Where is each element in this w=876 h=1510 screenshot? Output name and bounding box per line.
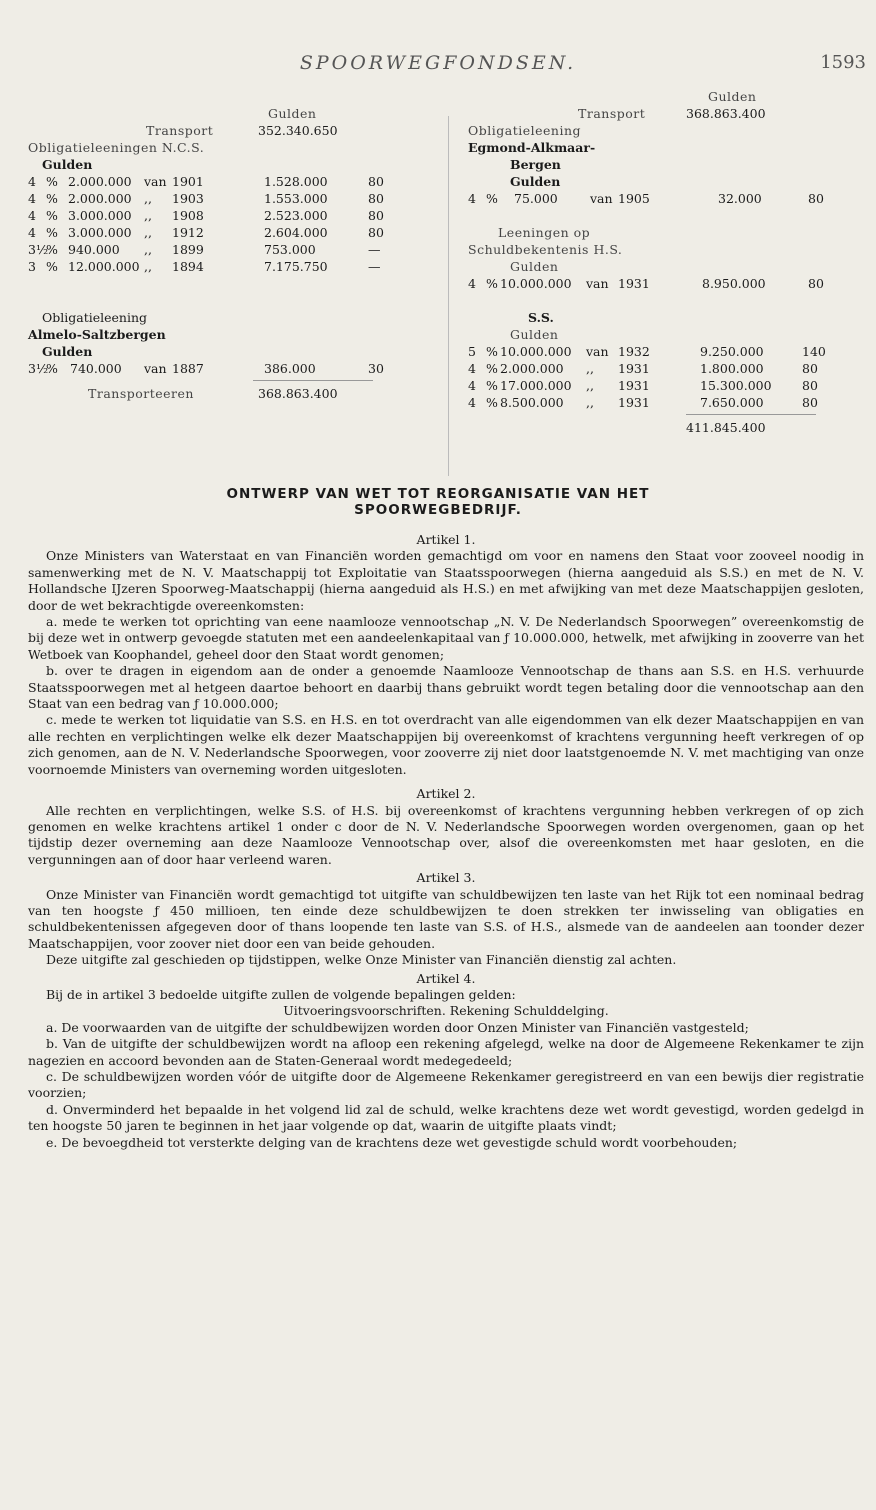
table-row (28, 207, 438, 224)
table-row (468, 360, 868, 377)
paragraph: e. De bevoegdheid tot versterkte delging van de krachtens deze wet gevestigde schuld wordt voorbehouden; (46, 1134, 738, 1150)
cell-value: 1.553.000 (264, 191, 328, 206)
paragraph: a. De voorwaarden van de uitgifte der schuldbewijzen worden door Onzen Minister van Financiën vastgesteld; (46, 1019, 749, 1035)
table-row (468, 377, 868, 394)
cell-pct: 4 (468, 395, 476, 410)
table-row: 4 % 75.000 van 1905 32.000 80 (468, 191, 824, 206)
cell-cents: 80 (368, 174, 384, 189)
table-row (468, 343, 868, 360)
transport-label: Transport (146, 123, 214, 138)
ledger-columns (28, 88, 868, 478)
cell-value: 753.000 (264, 242, 316, 257)
table-row: 3½ % 740.000 van 1887 386.000 30 (28, 361, 384, 376)
cell-sym: % (486, 344, 498, 359)
cell-sym: % (46, 259, 58, 274)
section-gulden: Gulden (510, 259, 559, 274)
cell-cents: 80 (368, 225, 384, 240)
cell-pct: 4 (28, 225, 36, 240)
running-head: SPOORWEGFONDSEN. (299, 52, 577, 74)
section-title: Obligatieleening (42, 310, 148, 325)
cell-value: 2.523.000 (264, 208, 328, 223)
cell-van: ,, (586, 395, 594, 410)
cell-amount: 3.000.000 (68, 225, 132, 240)
cell-amount: 2.000.000 (68, 174, 132, 189)
total-value: 411.845.400 (686, 420, 766, 435)
cell-pct: 4 (468, 361, 476, 376)
cell-pct: 4 (28, 191, 36, 206)
cell-pct: 3 (28, 259, 36, 274)
cell-amount: 3.000.000 (68, 208, 132, 223)
cell-amount: 17.000.000 (500, 378, 572, 393)
cell-cents: 140 (802, 344, 826, 359)
paragraph: Deze uitgifte zal geschieden op tijdstippen, welke Onze Minister van Financiën dienstig zal achten. (46, 952, 677, 968)
transport-value: 368.863.400 (686, 106, 766, 121)
left-column (28, 88, 438, 402)
article-heading: Artikel 3. (416, 870, 476, 886)
column-divider (448, 116, 449, 476)
cell-amount: 940.000 (68, 242, 120, 257)
article-heading: Artikel 2. (416, 786, 476, 802)
cell-value: 2.604.000 (264, 225, 328, 240)
section-title: Bergen (510, 157, 561, 172)
cell-cents: — (368, 259, 381, 274)
paragraph: Bij de in artikel 3 bedoelde uitgifte zullen de volgende bepalingen gelden: (46, 986, 516, 1002)
cell-van: ,, (586, 361, 594, 376)
cell-amount: 8.500.000 (500, 395, 564, 410)
table-row (28, 258, 438, 275)
cell-van: van (144, 174, 167, 189)
table-row (28, 241, 438, 258)
transporteeren-value: 368.863.400 (258, 386, 338, 401)
page-header (0, 52, 876, 80)
cell-pct: 5 (468, 344, 476, 359)
cell-van: ,, (586, 378, 594, 393)
cell-year: 1931 (618, 361, 650, 376)
gulden-header: Gulden (268, 106, 317, 121)
table-row: 4 % 10.000.000 van 1931 8.950.000 80 (468, 276, 824, 291)
table-row (28, 224, 438, 241)
cell-van: ,, (144, 191, 152, 206)
cell-sym: % (46, 208, 58, 223)
section-title: Almelo-Saltzbergen (28, 327, 166, 342)
cell-year: 1932 (618, 344, 650, 359)
cell-pct: 3½ (28, 242, 49, 257)
cell-sym: % (46, 191, 58, 206)
cell-pct: 4 (28, 208, 36, 223)
table-row (28, 173, 438, 190)
paragraph: b. Van de uitgifte der schuldbewijzen wordt na afloop een rekening afgelegd, welke na door de Algemeene Rekenkamer te zijn nagezien en accoord bevonden aan de Staten-Generaal wordt medegedeeld; (28, 1036, 864, 1068)
cell-value: 1.800.000 (700, 361, 764, 376)
cell-van: ,, (144, 242, 152, 257)
article-heading: Artikel 4. (416, 970, 476, 986)
cell-amount: 2.000.000 (68, 191, 132, 206)
cell-cents: 80 (802, 378, 818, 393)
cell-value: 9.250.000 (700, 344, 764, 359)
cell-cents: 80 (802, 361, 818, 376)
document-title (0, 486, 876, 518)
cell-sym: % (486, 378, 498, 393)
cell-amount: 10.000.000 (500, 344, 572, 359)
transporteeren-label: Transporteeren (88, 386, 194, 401)
right-column (468, 88, 868, 436)
title-line: SPOORWEGBEDRIJF. (354, 502, 522, 518)
cell-value: 15.300.000 (700, 378, 772, 393)
cell-van: ,, (144, 259, 152, 274)
section-gulden: Gulden (42, 157, 93, 172)
section-gulden: Gulden (510, 174, 561, 189)
paragraph: Onze Ministers van Waterstaat en van Financiën worden gemachtigd om voor en namens den Staat voor zooveel noodig in samenwerking met de N. V. Maatschappij tot Exploitatie van Staatsspoorwegen (hierna aangeduid als S.S.) en met de N. V. Hollandsche IJzeren Spoorweg-Maatschappij (hierna aangeduid als H.S.) en met afwijking van met deze Maatschappijen gesloten, door de wet bekrachtigde overeenkomsten: (28, 548, 864, 613)
cell-sym: % (46, 242, 58, 257)
paragraph: c. mede te werken tot liquidatie van S.S. en H.S. en tot overdracht van alle eigendommen van elk dezer Maatschappijen en van alle rechten en verplichtingen welke elk dezer Maatschappijen bij overeenkomst of krachtens vergunning heeft verkregen of op zich genomen, aan de N. V. Nederlandsche Spoorwegen, voor zooverre zij niet door laatstgenoemde N. V. met machtiging van onze voornoemde Ministers van overneming worden uitgesloten. (28, 712, 864, 777)
cell-year: 1931 (618, 378, 650, 393)
paragraph: b. over te dragen in eigendom aan de onder a genoemde Naamlooze Vennootschap de thans aan S.S. en H.S. verhuurde Staatsspoorwegen met al hetgeen daartoe behoort en daarbij thans gebruikt wordt tegen betaling door die vennootschap aan den Staat van een bedrag van ƒ 10.000.000; (28, 663, 864, 712)
cell-amount: 12.000.000 (68, 259, 140, 274)
transport-label: Transport (578, 106, 646, 121)
title-line: ONTWERP VAN WET TOT REORGANISATIE VAN HET (226, 486, 650, 502)
paragraph: Onze Minister van Financiën wordt gemachtigd tot uitgifte van schuldbewijzen ten laste van het Rijk tot een nominaal bedrag van ten hoogste ƒ 450 millioen, ten einde deze schuldbewijzen te doen strekken ter inwisseling van obligaties en schuldbekentenissen afgegeven door of thans loopende ten laste van S.S. of H.S., alsmede van de aandeelen aan toonder dezer Maatschappijen, voor zoover niet door een van beide gehouden. (28, 886, 864, 951)
cell-year: 1901 (172, 174, 204, 189)
cell-year: 1912 (172, 225, 204, 240)
section-title: Obligatieleening (468, 123, 582, 138)
cell-van: van (586, 344, 609, 359)
cell-year: 1899 (172, 242, 204, 257)
cell-cents: 80 (802, 395, 818, 410)
cell-van: ,, (144, 208, 152, 223)
cell-year: 1903 (172, 191, 204, 206)
section-gulden: Gulden (510, 327, 559, 342)
cell-sym: % (486, 361, 498, 376)
article-heading: Artikel 1. (416, 532, 476, 547)
cell-value: 7.175.750 (264, 259, 328, 274)
cell-cents: — (368, 242, 381, 257)
cell-amount: 2.000.000 (500, 361, 564, 376)
cell-van: ,, (144, 225, 152, 240)
cell-sym: % (46, 225, 58, 240)
subheading: Uitvoeringsvoorschriften. Rekening Schulddelging. (283, 1003, 609, 1019)
paragraph: c. De schuldbewijzen worden vóór de uitgifte door de Algemeene Rekenkamer geregistreerd en van een bewijs dier registratie voorzien; (28, 1069, 864, 1101)
table-row (468, 394, 868, 411)
page-number: 1593 (820, 52, 866, 73)
gulden-header: Gulden (708, 89, 757, 104)
cell-pct: 4 (28, 174, 36, 189)
section-gulden: Gulden (42, 344, 93, 359)
cell-pct: 4 (468, 378, 476, 393)
document-body (28, 530, 864, 1151)
cell-cents: 80 (368, 208, 384, 223)
cell-year: 1908 (172, 208, 204, 223)
table-row (28, 190, 438, 207)
section-title: Egmond-Alkmaar- (468, 140, 596, 155)
paragraph: d. Onverminderd het bepaalde in het volgend lid zal de schuld, welke krachtens deze wet wordt gevestigd, worden gedelgd in ten hoogste 50 jaren te beginnen in het jaar volgende op dat, waarin de uitgifte plaats vindt; (28, 1101, 864, 1134)
cell-sym: % (486, 395, 498, 410)
section-title: Schuldbekentenis H.S. (468, 242, 623, 257)
paragraph: Alle rechten en verplichtingen, welke S.S. of H.S. bij overeenkomst of krachtens vergunning hebben verkregen of op zich genomen en welke krachtens artikel 1 onder c door de N. V. Nederlandsche Spoorwegen worden overgenomen, gaan op het tijdstip dezer overneming aan deze Naamlooze Vennootschap over, alsof die overeenkomsten met haar gesloten, en die vergunningen aan of door haar verleend waren. (28, 802, 864, 867)
section-title: S.S. (528, 310, 554, 325)
cell-year: 1894 (172, 259, 204, 274)
section-title: Obligatieleeningen N.C.S. (28, 140, 205, 155)
section-title: Leeningen op (498, 225, 591, 240)
cell-year: 1931 (618, 395, 650, 410)
paragraph: a. mede te werken tot oprichting van eene naamlooze vennootschap „N. V. De Nederlandsch Spoorwegen” overeenkomstig de bij deze wet in ontwerp gevoegde statuten met een aandeelenkapitaal van ƒ 10.000.000, hetwelk, met afwijking in zooverre van het Wetboek van Koophandel, geheel door den Staat wordt genomen; (28, 614, 864, 662)
cell-cents: 80 (368, 191, 384, 206)
cell-value: 1.528.000 (264, 174, 328, 189)
cell-sym: % (46, 174, 58, 189)
transport-value: 352.340.650 (258, 123, 338, 138)
cell-value: 7.650.000 (700, 395, 764, 410)
